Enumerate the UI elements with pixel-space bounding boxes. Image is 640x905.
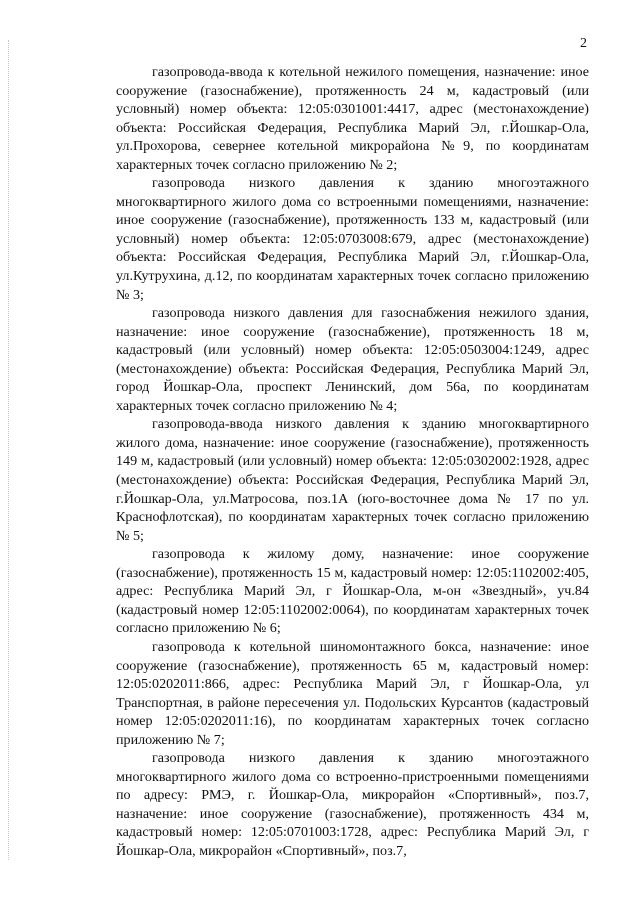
paragraph-gas-pipeline-6: газопровода к котельной шиномонтажного бокса, назначение: иное сооружение (газоснабжение), протяженность 65 м, кадастровый номер: 12:05:0202011:866, адрес: Республика Марий Эл, г Йошкар-Ола, ул Транспортная, в районе пересечения ул. Подольских Курсантов (кадастровый номер 12:05:0202011:16), по координатам характерных точек согласно приложению № 7;	[116, 638, 589, 748]
paragraph-gas-pipeline-2: газопровода низкого давления к зданию многоэтажного многоквартирного жилого дома со встроенными помещениями, назначение: иное сооружение (газоснабжение), протяженность 133 м, кадастровый (или условный) номер объекта: 12:05:0703008:679, адрес (местонахождение) объекта: Российская Федерация, Республика Марий Эл, г.Йошкар-Ола, ул.Кутрухина, д.12, по координатам характерных точек согласно приложению № 3;	[116, 175, 589, 303]
paragraph-gas-pipeline-5: газопровода к жилому дому, назначение: иное сооружение (газоснабжение), протяженность 15 м, кадастровый номер: 12:05:1102002:405, адрес: Республика Марий Эл, г Йошкар-Ола, м-он «Звездный», уч.84 (кадастровый номер 12:05:1102002:0064), по координатам характерных точек согласно приложению № 6;	[116, 546, 589, 637]
paragraph-gas-pipeline-3: газопровода низкого давления для газоснабжения нежилого здания, назначение: иное сооружение (газоснабжение), протяженность 18 м, кадастровый (или условный) номер объекта: 12:05:0503004:1249, адрес (местонахождение) объекта: Российская Федерация, Республика Марий Эл, город Йошкар-Ола, проспект Ленинский, дом 56а, по координатам характерных точек согласно приложению № 4;	[116, 305, 589, 414]
document-body	[116, 63, 589, 861]
paragraph-gas-pipeline-1: газопровода-ввода к котельной нежилого помещения, назначение: иное сооружение (газоснабжение), протяженность 24 м, кадастровый (или условный) номер объекта: 12:05:0301001:4417, адрес (местонахождение) объекта: Российская Федерация, Республика Марий Эл, г.Йошкар-Ола, ул.Прохорова, севернее котельной микрорайона №9, по координатам характерных точек согласно приложению № 2;	[116, 64, 589, 173]
page-number: 2	[580, 36, 587, 51]
scan-edge-marks	[8, 40, 11, 860]
paragraph-gas-pipeline-7: газопровода низкого давления к зданию многоэтажного многоквартирного жилого дома со встроенно-пристроенными помещениями по адресу: РМЭ, г. Йошкар-Ола, микрорайон «Спортивный», поз.7, назначение: иное сооружение (газоснабжение), протяженность 434 м, кадастровый номер: 12:05:0701003:1728, адрес: Республика Марий Эл, г Йошкар-Ола, микрорайон «Спортивный», поз.7,	[116, 750, 589, 859]
paragraph-gas-pipeline-4: газопровода-ввода низкого давления к зданию многоквартирного жилого дома, назначение: иное сооружение (газоснабжение), протяженность 149 м, кадастровый (или условный) номер объекта: 12:05:0302002:1928, адрес (местонахождение) объекта: Российская Федерация, Республика Марий Эл, г.Йошкар-Ола, ул.Матросова, поз.1А (юго-восточнее дома № 17 по ул. Краснофлотская), по координатам характерных точек согласно приложению № 5;	[116, 416, 589, 544]
